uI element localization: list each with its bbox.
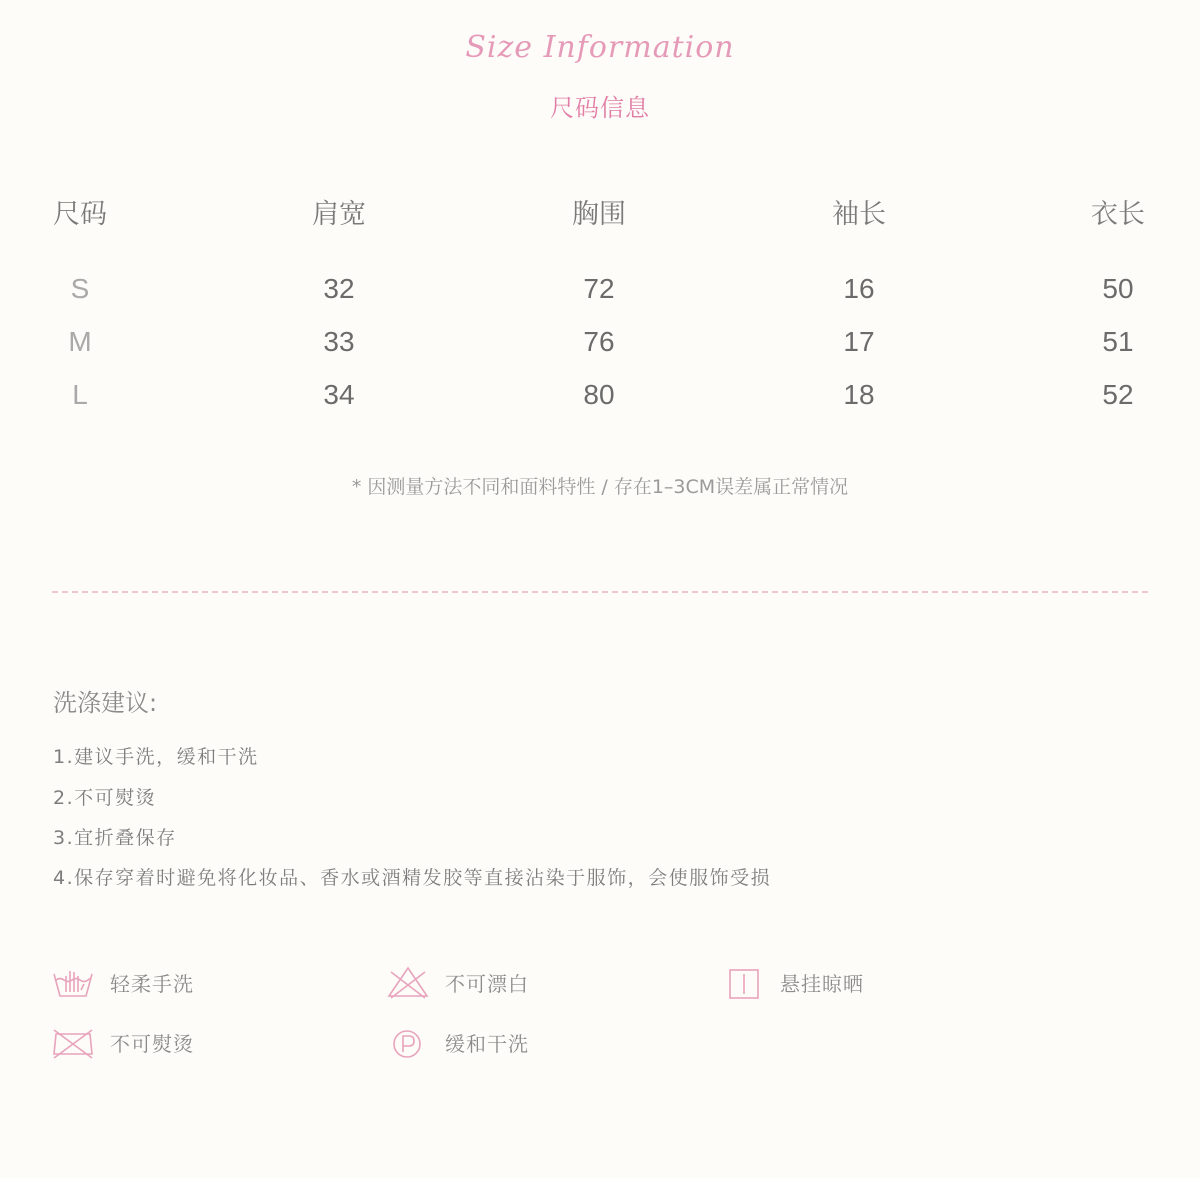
- care-label: 不可漂白: [445, 971, 529, 996]
- table-cell-sleeve: 18: [843, 379, 875, 410]
- table-cell-shoulder: 34: [323, 379, 355, 410]
- care-item-hand-wash: [50, 962, 194, 1002]
- hand-wash-icon: [50, 962, 96, 1002]
- dry-clean-icon: [385, 1022, 431, 1062]
- title-chinese: 尺码信息: [550, 94, 650, 122]
- table-cell-chest: 72: [583, 273, 615, 304]
- column-header-shoulder: 肩宽: [312, 199, 366, 229]
- table-cell-shoulder: 32: [323, 273, 355, 304]
- table-cell-sleeve: 16: [843, 273, 875, 304]
- column-header-sleeve: 袖长: [832, 199, 886, 229]
- care-label: 悬挂晾晒: [780, 971, 864, 996]
- title-english: Size Information: [465, 30, 735, 65]
- care-label: 不可熨烫: [110, 1031, 194, 1056]
- washing-item: 4.保存穿着时避免将化妆品、香水或酒精发胶等直接沾染于服饰，会使服饰受损: [53, 867, 772, 889]
- table-cell-sleeve: 17: [843, 326, 875, 357]
- table-cell-chest: 80: [583, 379, 615, 410]
- washing-item: 2.不可熨烫: [53, 787, 157, 809]
- column-header-length: 衣长: [1091, 199, 1145, 229]
- measurement-note: * 因测量方法不同和面料特性 / 存在1–3CM误差属正常情况: [351, 476, 849, 498]
- table-cell-length: 51: [1102, 326, 1134, 357]
- column-header-size: 尺码: [53, 199, 107, 229]
- care-label: 轻柔手洗: [110, 971, 194, 996]
- table-cell-chest: 76: [583, 326, 615, 357]
- section-divider: [52, 591, 1148, 593]
- no-iron-icon: [50, 1022, 96, 1062]
- washing-item: 1.建议手洗，缓和干洗: [53, 746, 259, 768]
- table-cell-shoulder: 33: [323, 326, 355, 357]
- washing-item: 3.宜折叠保存: [53, 827, 177, 849]
- table-cell-size: S: [70, 273, 90, 304]
- hang-dry-icon: [720, 962, 766, 1002]
- table-cell-length: 52: [1102, 379, 1134, 410]
- column-header-chest: 胸围: [572, 199, 626, 229]
- no-bleach-icon: [385, 962, 431, 1002]
- washing-title: 洗涤建议:: [53, 689, 158, 717]
- table-cell-length: 50: [1102, 273, 1134, 304]
- care-item-no-iron: [50, 1022, 194, 1062]
- care-item-hang-dry: [720, 962, 864, 1002]
- care-item-dry-clean: [385, 1022, 529, 1062]
- care-item-no-bleach: [385, 962, 529, 1002]
- table-cell-size: M: [68, 326, 92, 357]
- care-label: 缓和干洗: [445, 1031, 529, 1056]
- table-cell-size: L: [72, 379, 88, 410]
